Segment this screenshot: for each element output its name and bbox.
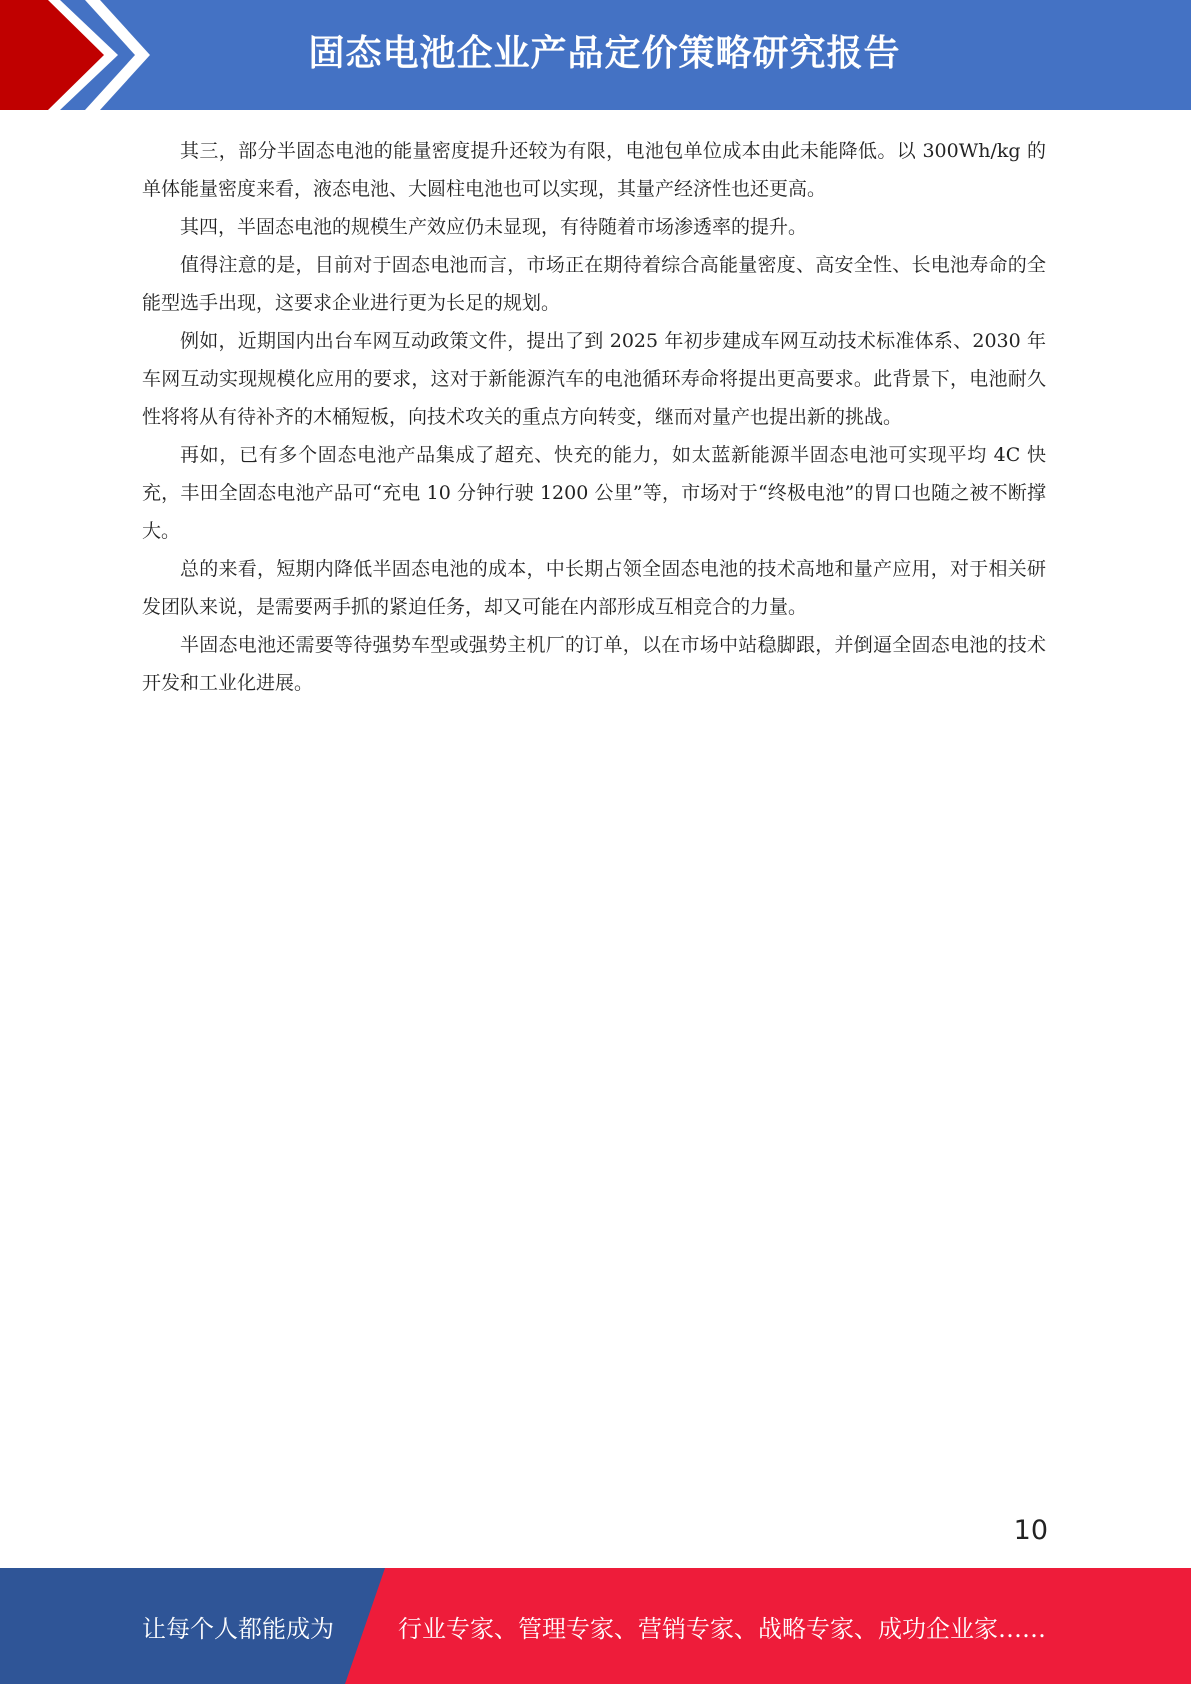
footer-slogan-left: 让每个人都能成为 xyxy=(142,1615,334,1643)
page-number: 10 xyxy=(1013,1515,1048,1546)
report-body xyxy=(142,132,1046,702)
paragraph: 例如，近期国内出台车网互动政策文件，提出了到 2025 年初步建成车网互动技术标准体系、2030 年车网互动实现规模化应用的要求，这对于新能源汽车的电池循环寿命将提出更高要求。此背景下，电池耐久性将将从有待补齐的木桶短板，向技术攻关的重点方向转变，继而对量产也提出新的挑战。 xyxy=(142,330,1046,428)
footer-slogan-right: 行业专家、管理专家、营销专家、战略专家、成功企业家…… xyxy=(398,1615,1046,1643)
report-title: 固态电池企业产品定价策略研究报告 xyxy=(308,33,901,74)
paragraph: 值得注意的是，目前对于固态电池而言，市场正在期待着综合高能量密度、高安全性、长电池寿命的全能型选手出现，这要求企业进行更为长足的规划。 xyxy=(142,254,1046,314)
paragraph: 其四，半固态电池的规模生产效应仍未显现，有待随着市场渗透率的提升。 xyxy=(180,216,808,238)
paragraph: 总的来看，短期内降低半固态电池的成本，中长期占领全固态电池的技术高地和量产应用，对于相关研发团队来说，是需要两手抓的紧迫任务，却又可能在内部形成互相竞合的力量。 xyxy=(142,558,1046,618)
paragraph: 再如，已有多个固态电池产品集成了超充、快充的能力，如太蓝新能源半固态电池可实现平均 4C 快充，丰田全固态电池产品可“充电 10 分钟行驶 1200 公里”等，市场对于“终极电池”的胃口也随之被不断撑大。 xyxy=(142,444,1046,542)
paragraph: 半固态电池还需要等待强势车型或强势主机厂的订单，以在市场中站稳脚跟，并倒逼全固态电池的技术开发和工业化进展。 xyxy=(142,634,1046,694)
paragraph: 其三，部分半固态电池的能量密度提升还较为有限，电池包单位成本由此未能降低。以 300Wh/kg 的单体能量密度来看，液态电池、大圆柱电池也可以实现，其量产经济性也还更高。 xyxy=(142,140,1046,200)
footer-banner xyxy=(0,1568,1191,1684)
header-banner xyxy=(0,0,1191,110)
